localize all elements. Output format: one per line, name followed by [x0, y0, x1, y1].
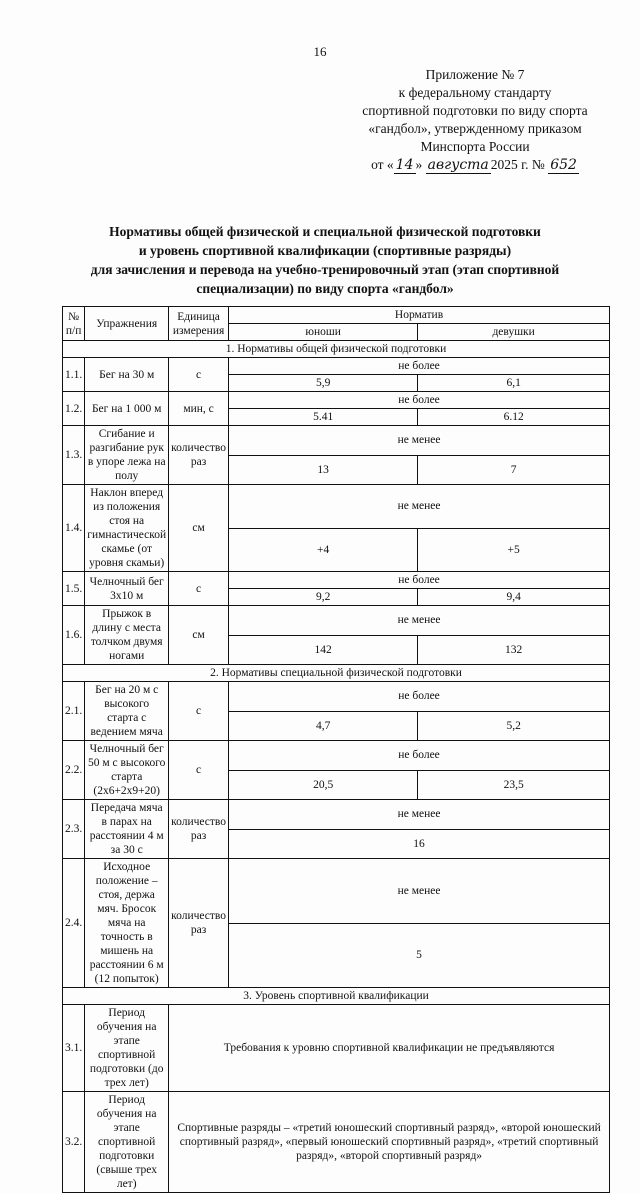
table-row: [63, 485, 610, 529]
row-value-boys: 20,5: [229, 770, 418, 800]
row-value-common: 16: [229, 829, 610, 859]
order-date-line: [330, 156, 620, 174]
row-unit: см: [169, 485, 229, 572]
section-row: [63, 341, 610, 358]
row-number: 1.6.: [63, 606, 85, 665]
row-unit: с: [169, 741, 229, 800]
row-condition: не более: [229, 392, 610, 409]
page-number: 16: [313, 44, 327, 59]
row-unit: с: [169, 572, 229, 606]
row-number: 1.2.: [63, 392, 85, 426]
appendix-line: к федеральному стандарту: [398, 85, 552, 100]
row-value-girls: 6.12: [418, 409, 610, 426]
section-row: [63, 665, 610, 682]
row-number: 2.2.: [63, 741, 85, 800]
row-value-boys: 5,9: [229, 375, 418, 392]
header-row: [63, 307, 610, 324]
row-number: 2.3.: [63, 800, 85, 859]
row-exercise: Бег на 30 м: [85, 358, 169, 392]
title-line: специализации) по виду спорта «гандбол»: [196, 281, 454, 296]
date-month-handwritten: августа: [427, 157, 489, 173]
row-exercise: Период обучения на этапе спортивной подготовки (свыше трех лет): [85, 1092, 169, 1193]
row-condition: не более: [229, 572, 610, 589]
row-condition: не менее: [229, 606, 610, 636]
table-row: [63, 426, 610, 456]
row-unit: количество раз: [169, 859, 229, 988]
row-condition: не менее: [229, 485, 610, 529]
norms-table: [62, 306, 610, 1193]
date-year: 2025 г. №: [490, 157, 545, 172]
table-row: [63, 358, 610, 375]
row-number: 2.1.: [63, 682, 85, 741]
appendix-line: спортивной подготовки по виду спорта: [362, 103, 588, 118]
table-row: [63, 606, 610, 636]
row-exercise: Период обучения на этапе спортивной подготовки (до трех лет): [85, 1005, 169, 1092]
header-girls: девушки: [418, 324, 610, 341]
row-unit: с: [169, 682, 229, 741]
row-value-girls: 9,4: [418, 589, 610, 606]
title-line: Нормативы общей физической и специальной физической подготовки: [109, 224, 541, 239]
table-row: [63, 682, 610, 712]
table-row: [63, 859, 610, 924]
row-value-boys: 13: [229, 455, 418, 485]
row-value-boys: 5.41: [229, 409, 418, 426]
row-number: 2.4.: [63, 859, 85, 988]
row-exercise: Бег на 20 м с высокого старта с ведением мяча: [85, 682, 169, 741]
row-condition: не менее: [229, 426, 610, 456]
row-condition: не более: [229, 682, 610, 712]
row-condition: не менее: [229, 800, 610, 830]
date-prefix: от «: [371, 157, 394, 172]
row-value-girls: 6,1: [418, 375, 610, 392]
row-condition: не более: [229, 741, 610, 771]
row-exercise: Исходное положение – стоя, держа мяч. Бросок мяча на точность в мишень на расстоянии 6 м (12 попыток): [85, 859, 169, 988]
section-heading: 1. Нормативы общей физической подготовки: [63, 341, 610, 358]
order-number-handwritten: 652: [550, 157, 577, 173]
header-num: № п/п: [63, 307, 85, 341]
row-exercise: Бег на 1 000 м: [85, 392, 169, 426]
row-value-boys: 4,7: [229, 711, 418, 741]
row-number: 1.5.: [63, 572, 85, 606]
row-value-girls: +5: [418, 528, 610, 572]
header-exercise: Упражнения: [85, 307, 169, 341]
table-row: [63, 572, 610, 589]
header-norm: Норматив: [229, 307, 610, 324]
date-mid: »: [415, 157, 423, 172]
row-exercise: Челночный бег 3х10 м: [85, 572, 169, 606]
row-condition: не более: [229, 358, 610, 375]
title-line: для зачисления и перевода на учебно-тренировочный этап (этап спортивной: [90, 262, 560, 277]
row-value-girls: 132: [418, 635, 610, 665]
table-row: [63, 1092, 610, 1193]
row-value-boys: 142: [229, 635, 418, 665]
row-unit: мин, с: [169, 392, 229, 426]
table-row: [63, 741, 610, 771]
document-title: [40, 222, 610, 298]
table-row: [63, 800, 610, 830]
row-exercise: Челночный бег 50 м с высокого старта (2х6+2х9+20): [85, 741, 169, 800]
appendix-header: [330, 66, 620, 174]
row-exercise: Передача мяча в парах на расстоянии 4 м за 30 с: [85, 800, 169, 859]
row-number: 1.4.: [63, 485, 85, 572]
header-boys: юноши: [229, 324, 418, 341]
table-row: [63, 392, 610, 409]
row-value-boys: 9,2: [229, 589, 418, 606]
row-value-girls: 5,2: [418, 711, 610, 741]
appendix-line: Минспорта России: [420, 139, 530, 154]
row-exercise: Прыжок в длину с места толчком двумя ногами: [85, 606, 169, 665]
table-row: [63, 1005, 610, 1092]
row-value-girls: 23,5: [418, 770, 610, 800]
row-unit: см: [169, 606, 229, 665]
row-number: 1.1.: [63, 358, 85, 392]
row-unit: количество раз: [169, 426, 229, 485]
row-condition: не менее: [229, 859, 610, 924]
title-line: и уровень спортивной квалификации (спортивные разряды): [138, 243, 512, 258]
row-exercise: Наклон вперед из положения стоя на гимнастической скамье (от уровня скамьи): [85, 485, 169, 572]
row-number: 3.2.: [63, 1092, 85, 1193]
row-unit: с: [169, 358, 229, 392]
row-value-girls: 7: [418, 455, 610, 485]
header-unit: Единица измерения: [169, 307, 229, 341]
row-value-boys: +4: [229, 528, 418, 572]
row-number: 1.3.: [63, 426, 85, 485]
date-day-handwritten: 14: [395, 157, 414, 173]
row-value-common: 5: [229, 923, 610, 988]
appendix-line: Приложение № 7: [425, 67, 525, 82]
row-requirement: Требования к уровню спортивной квалификации не предъявляются: [169, 1005, 610, 1092]
row-unit: количество раз: [169, 800, 229, 859]
row-exercise: Сгибание и разгибание рук в упоре лежа на полу: [85, 426, 169, 485]
appendix-line: «гандбол», утвержденному приказом: [368, 121, 582, 136]
row-requirement: Спортивные разряды – «третий юношеский спортивный разряд», «второй юношеский спортивный разряд», «первый юношеский спортивный разряд», «третий спортивный разряд», «второй спортивный разряд»: [169, 1092, 610, 1193]
section-heading: 2. Нормативы специальной физической подготовки: [63, 665, 610, 682]
row-number: 3.1.: [63, 1005, 85, 1092]
section-row: [63, 988, 610, 1005]
section-heading: 3. Уровень спортивной квалификации: [63, 988, 610, 1005]
